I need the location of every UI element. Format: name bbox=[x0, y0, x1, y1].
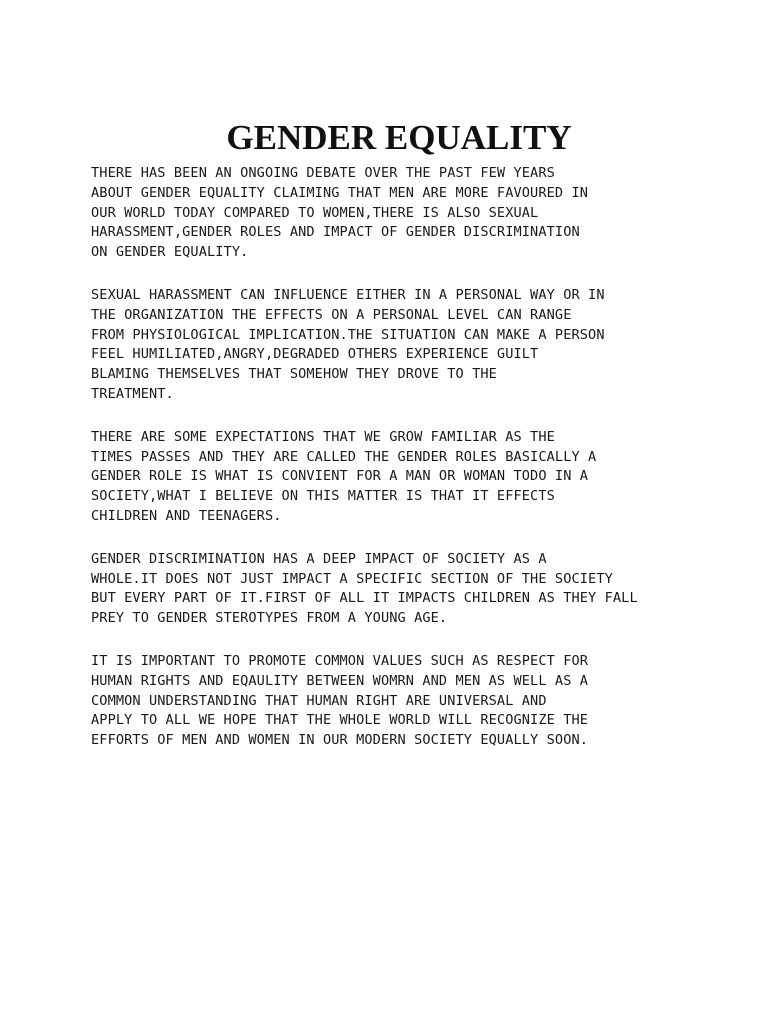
text-line: BLAMING THEMSELVES THAT SOMEHOW THEY DROVE TO THE bbox=[91, 366, 497, 383]
text-line: THERE HAS BEEN AN ONGOING DEBATE OVER THE PAST FEW YEARS bbox=[91, 165, 555, 181]
text-line: GENDER DISCRIMINATION HAS A DEEP IMPACT OF SOCIETY AS A bbox=[91, 550, 547, 567]
text-line: THERE ARE SOME EXPECTATIONS THAT WE GROW FAMILIAR AS THE bbox=[91, 428, 555, 445]
text-line: IT IS IMPORTANT TO PROMOTE COMMON VALUES SUCH AS RESPECT FOR bbox=[91, 652, 589, 669]
text-line: TREATMENT. bbox=[91, 385, 174, 402]
text-line: SEXUAL HARASSMENT CAN INFLUENCE EITHER IN A PERSONAL WAY OR IN bbox=[91, 286, 605, 303]
text-line: THE ORGANIZATION THE EFFECTS ON A PERSONAL LEVEL CAN RANGE bbox=[91, 306, 572, 323]
text-line: HUMAN RIGHTS AND EQAULITY BETWEEN WOMRN AND MEN AS WELL AS A bbox=[91, 672, 589, 689]
text-line: SOCIETY,WHAT I BELIEVE ON THIS MATTER IS THAT IT EFFECTS bbox=[91, 488, 555, 505]
document-body bbox=[91, 164, 691, 774]
text-line: HARASSMENT,GENDER ROLES AND IMPACT OF GENDER DISCRIMINATION bbox=[91, 224, 580, 241]
text-line: ON GENDER EQUALITY. bbox=[91, 244, 249, 261]
text-line: PREY TO GENDER STEROTYPES FROM A YOUNG AGE. bbox=[91, 610, 448, 627]
text-line: ABOUT GENDER EQUALITY CLAIMING THAT MEN ARE MORE FAVOURED IN bbox=[91, 184, 589, 201]
text-line: CHILDREN AND TEENAGERS. bbox=[91, 507, 282, 524]
text-line: OUR WORLD TODAY COMPARED TO WOMEN,THERE IS ALSO SEXUAL bbox=[91, 204, 539, 221]
document-title: GENDER EQUALITY bbox=[226, 118, 572, 158]
text-line: COMMON UNDERSTANDING THAT HUMAN RIGHT ARE UNIVERSAL AND bbox=[91, 692, 547, 709]
text-line: APPLY TO ALL WE HOPE THAT THE WHOLE WORLD WILL RECOGNIZE THE bbox=[91, 712, 589, 729]
text-line: EFFORTS OF MEN AND WOMEN IN OUR MODERN SOCIETY EQUALLY SOON. bbox=[91, 732, 589, 749]
text-line: WHOLE.IT DOES NOT JUST IMPACT A SPECIFIC SECTION OF THE SOCIETY bbox=[91, 570, 613, 587]
paragraph-gender-discrimination bbox=[91, 550, 691, 629]
paragraph-sexual-harassment bbox=[91, 286, 691, 405]
text-line: FEEL HUMILIATED,ANGRY,DEGRADED OTHERS EXPERIENCE GUILT bbox=[91, 346, 539, 363]
text-line: TIMES PASSES AND THEY ARE CALLED THE GENDER ROLES BASICALLY A bbox=[91, 448, 597, 465]
paragraph-conclusion bbox=[91, 652, 691, 751]
text-line: GENDER ROLE IS WHAT IS CONVIENT FOR A MAN OR WOMAN TODO IN A bbox=[91, 468, 589, 485]
text-line: BUT EVERY PART OF IT.FIRST OF ALL IT IMPACTS CHILDREN AS THEY FALL bbox=[91, 590, 638, 607]
paragraph-gender-roles bbox=[91, 428, 691, 527]
paragraph-intro bbox=[91, 164, 691, 263]
text-line: FROM PHYSIOLOGICAL IMPLICATION.THE SITUATION CAN MAKE A PERSON bbox=[91, 326, 605, 343]
